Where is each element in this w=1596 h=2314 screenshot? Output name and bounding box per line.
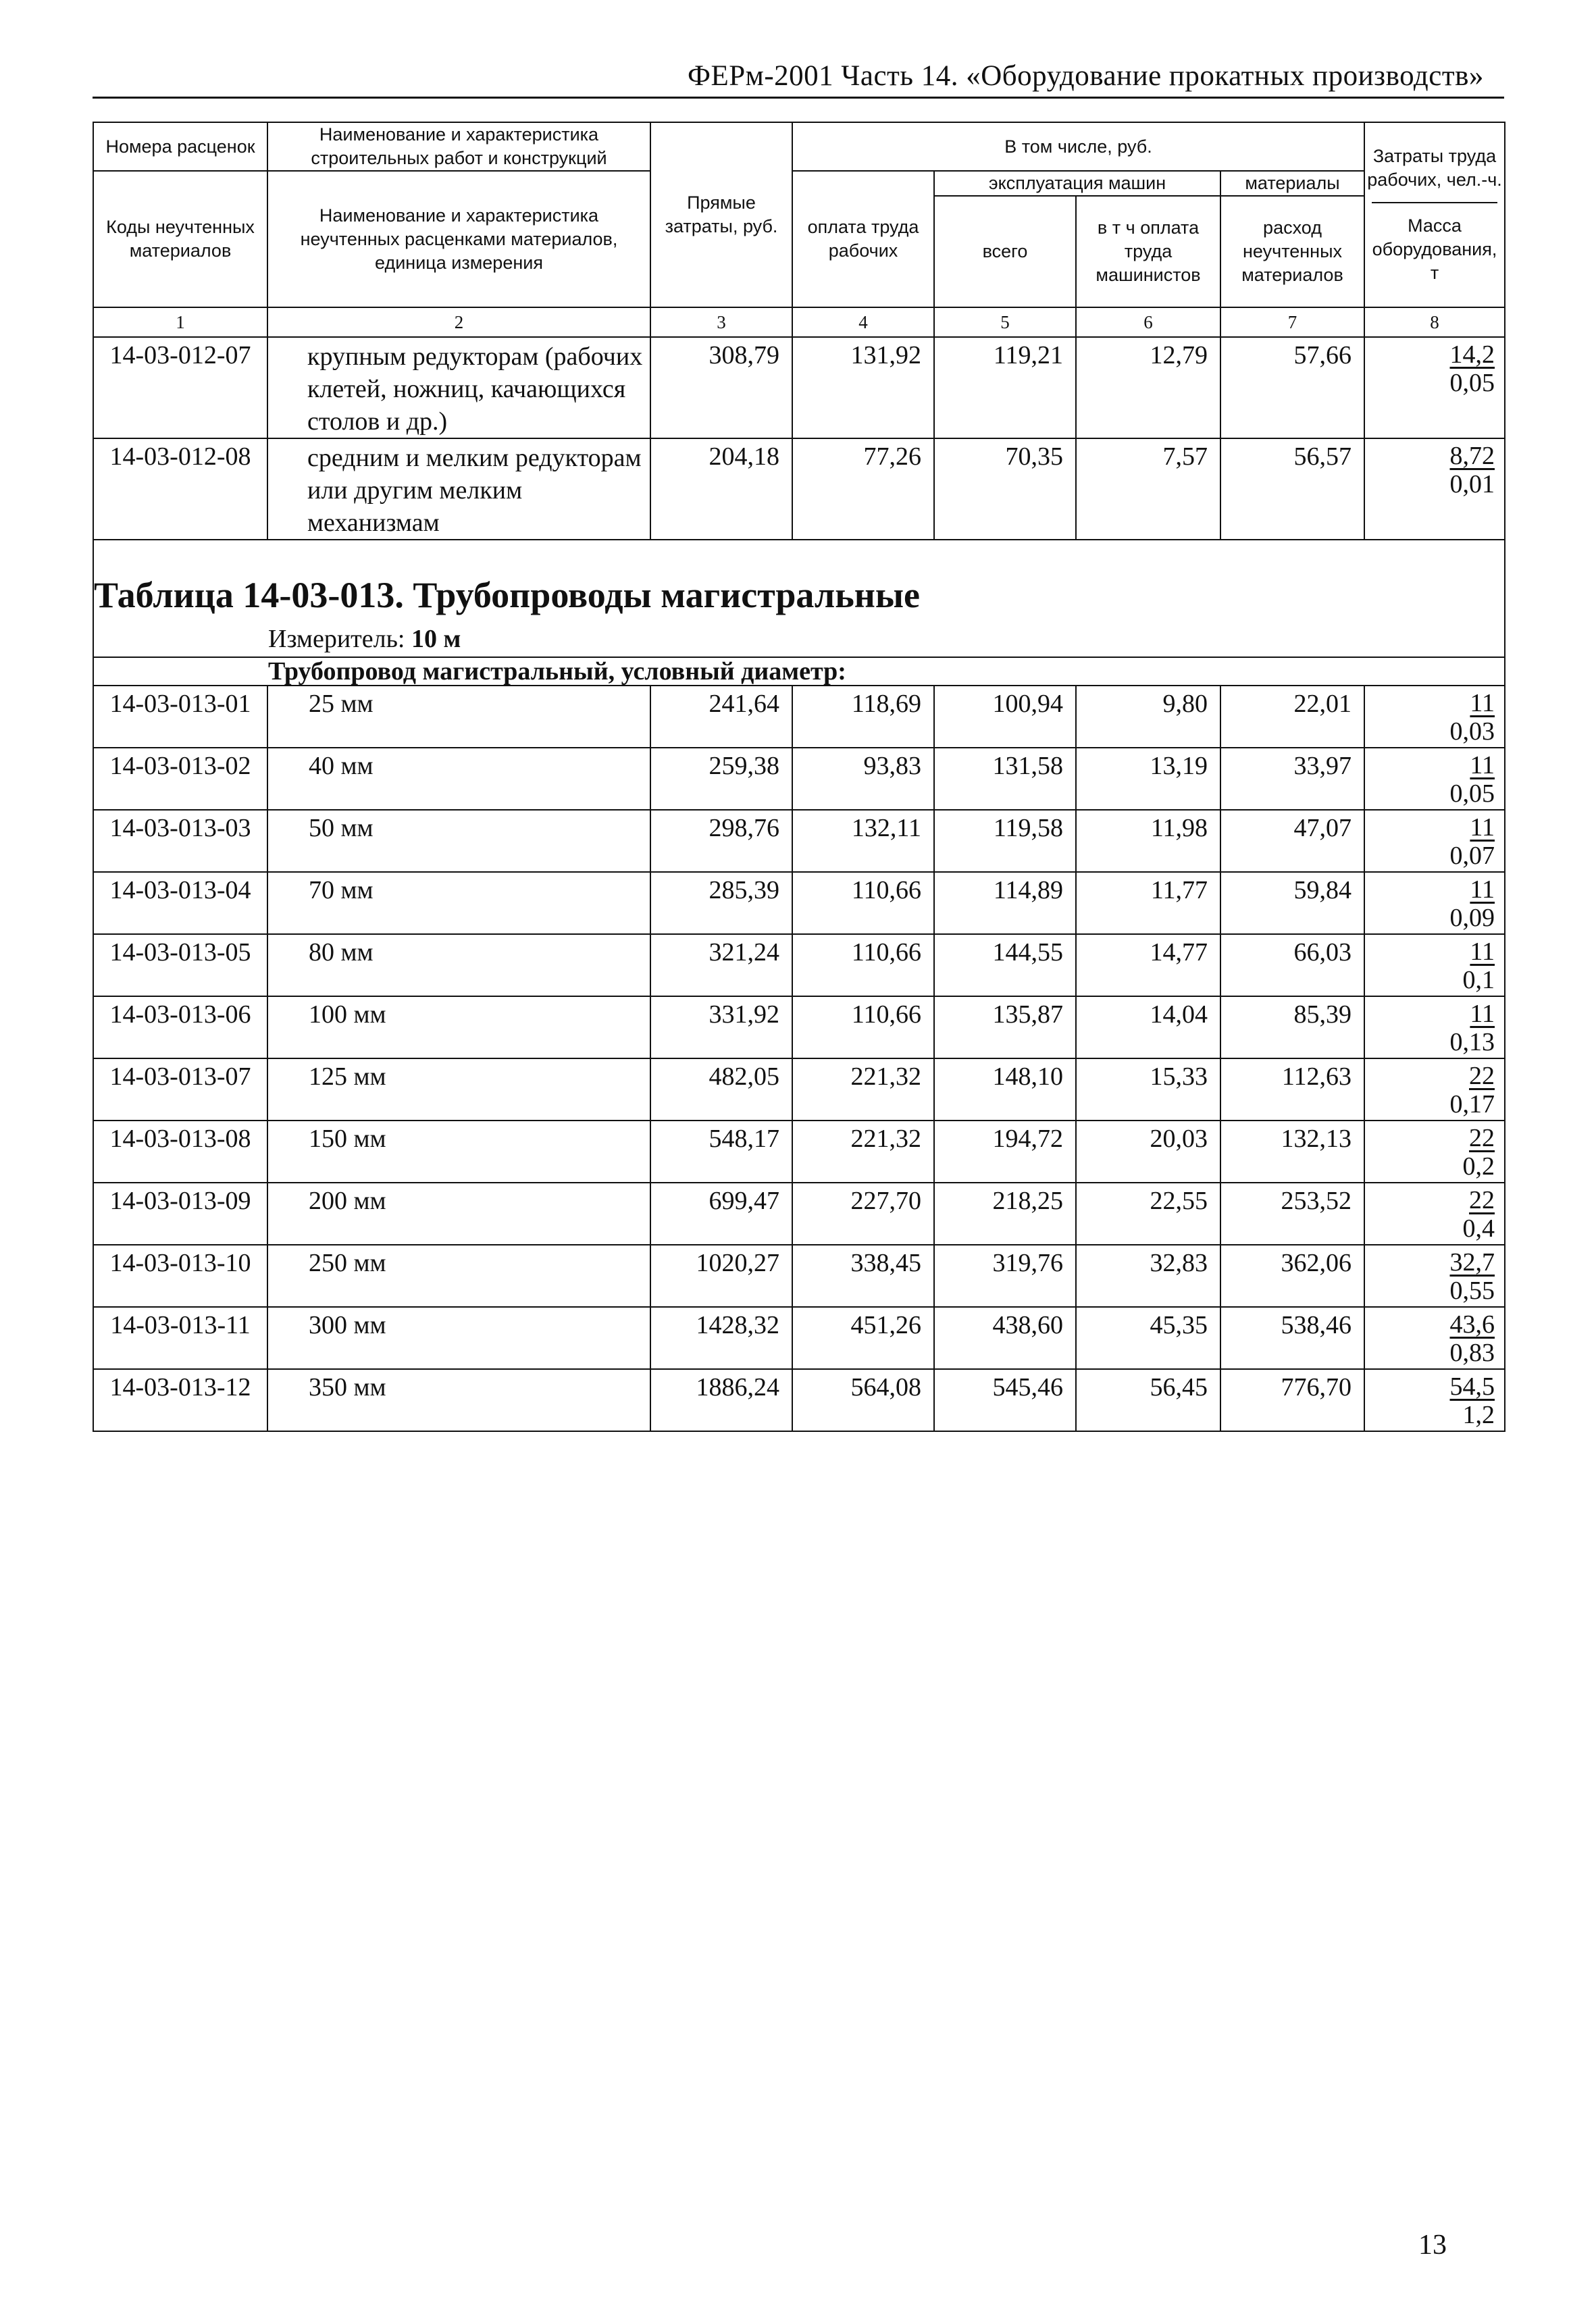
rate-name: 25 мм — [267, 686, 650, 748]
table-row — [93, 438, 1505, 540]
labor-hours: 11 — [1470, 689, 1495, 718]
labor-hours-mass — [1364, 934, 1505, 996]
rate-code: 14-03-013-05 — [93, 934, 267, 996]
labor-cost: 77,26 — [792, 438, 934, 540]
equipment-mass: 0,83 — [1449, 1339, 1495, 1368]
column-number: 6 — [1076, 307, 1220, 337]
rate-name: 70 мм — [267, 872, 650, 934]
direct-cost: 204,18 — [650, 438, 792, 540]
machines-cost: 131,58 — [934, 748, 1076, 810]
rate-code: 14-03-012-08 — [93, 438, 267, 540]
materials-cost: 776,70 — [1220, 1369, 1364, 1431]
labor-hours-mass — [1364, 1121, 1505, 1183]
equipment-mass: 0,03 — [1449, 717, 1495, 746]
labor-hours-mass — [1364, 1369, 1505, 1431]
head-labor: оплата труда рабочих — [792, 171, 934, 307]
column-number: 1 — [93, 307, 267, 337]
machines-cost: 135,87 — [934, 996, 1076, 1058]
equipment-mass: 0,55 — [1449, 1277, 1495, 1306]
drivers-cost: 11,98 — [1076, 810, 1220, 872]
table-row — [93, 1058, 1505, 1121]
direct-cost: 482,05 — [650, 1058, 792, 1121]
drivers-cost: 20,03 — [1076, 1121, 1220, 1183]
direct-cost: 1428,32 — [650, 1307, 792, 1369]
rate-code: 14-03-013-10 — [93, 1245, 267, 1307]
machines-cost: 119,58 — [934, 810, 1076, 872]
labor-cost: 118,69 — [792, 686, 934, 748]
head-mass-text: Масса оборудования, т — [1372, 202, 1497, 285]
labor-hours-mass — [1364, 1307, 1505, 1369]
direct-cost: 259,38 — [650, 748, 792, 810]
labor-hours: 22 — [1469, 1062, 1495, 1091]
materials-cost: 59,84 — [1220, 872, 1364, 934]
materials-cost: 22,01 — [1220, 686, 1364, 748]
table-row — [93, 1307, 1505, 1369]
drivers-cost: 11,77 — [1076, 872, 1220, 934]
equipment-mass: 0,01 — [1449, 470, 1495, 499]
materials-cost: 362,06 — [1220, 1245, 1364, 1307]
head-rates: Номера расценок — [93, 122, 267, 171]
direct-cost: 321,24 — [650, 934, 792, 996]
table-row — [93, 686, 1505, 748]
machines-cost: 218,25 — [934, 1183, 1076, 1245]
group-row — [93, 657, 1505, 686]
rate-code: 14-03-013-04 — [93, 872, 267, 934]
table-row — [93, 1183, 1505, 1245]
labor-hours-mass — [1364, 996, 1505, 1058]
equipment-mass: 0,05 — [1449, 369, 1495, 398]
column-number: 7 — [1220, 307, 1364, 337]
labor-cost: 564,08 — [792, 1369, 934, 1431]
labor-cost: 131,92 — [792, 337, 934, 438]
rate-code: 14-03-012-07 — [93, 337, 267, 438]
machines-cost: 194,72 — [934, 1121, 1076, 1183]
labor-hours: 11 — [1470, 937, 1495, 967]
equipment-mass: 0,05 — [1449, 779, 1495, 808]
group-title: Трубопровод магистральный, условный диаметр: — [93, 657, 1505, 686]
rate-name: средним и мелким редукторам или другим мелким механизмам — [267, 438, 650, 540]
direct-cost: 241,64 — [650, 686, 792, 748]
equipment-mass: 0,1 — [1462, 966, 1495, 995]
table-row — [93, 1121, 1505, 1183]
table-row — [93, 810, 1505, 872]
labor-hours: 32,7 — [1449, 1248, 1495, 1277]
rate-code: 14-03-013-03 — [93, 810, 267, 872]
labor-hours-mass — [1364, 810, 1505, 872]
materials-cost: 33,97 — [1220, 748, 1364, 810]
labor-hours: 11 — [1470, 875, 1495, 904]
measure-label: Измеритель: — [268, 625, 405, 654]
labor-cost: 132,11 — [792, 810, 934, 872]
machines-cost: 148,10 — [934, 1058, 1076, 1121]
rate-code: 14-03-013-02 — [93, 748, 267, 810]
drivers-cost: 14,77 — [1076, 934, 1220, 996]
rate-name: 200 мм — [267, 1183, 650, 1245]
labor-cost: 451,26 — [792, 1307, 934, 1369]
table-row — [93, 872, 1505, 934]
table-row — [93, 934, 1505, 996]
machines-cost: 144,55 — [934, 934, 1076, 996]
drivers-cost: 32,83 — [1076, 1245, 1220, 1307]
column-number: 4 — [792, 307, 934, 337]
drivers-cost: 12,79 — [1076, 337, 1220, 438]
labor-hours: 11 — [1470, 751, 1495, 780]
labor-hours-mass — [1364, 872, 1505, 934]
rate-name: 100 мм — [267, 996, 650, 1058]
drivers-cost: 7,57 — [1076, 438, 1220, 540]
head-labor-hours — [1364, 122, 1505, 307]
column-number: 2 — [267, 307, 650, 337]
table-row — [93, 996, 1505, 1058]
labor-cost: 221,32 — [792, 1121, 934, 1183]
page-number: 13 — [1418, 2230, 1447, 2261]
table-row — [93, 1245, 1505, 1307]
labor-cost: 227,70 — [792, 1183, 934, 1245]
rate-name: 300 мм — [267, 1307, 650, 1369]
machines-cost: 114,89 — [934, 872, 1076, 934]
rate-name: 40 мм — [267, 748, 650, 810]
table-title-cell — [93, 540, 1505, 657]
equipment-mass: 0,13 — [1449, 1028, 1495, 1057]
materials-cost: 47,07 — [1220, 810, 1364, 872]
materials-cost: 57,66 — [1220, 337, 1364, 438]
rates-table — [93, 122, 1505, 1432]
machines-cost: 438,60 — [934, 1307, 1076, 1369]
head-incl: В том числе, руб. — [792, 122, 1364, 171]
rate-name: 150 мм — [267, 1121, 650, 1183]
equipment-mass: 1,2 — [1462, 1401, 1495, 1430]
direct-cost: 298,76 — [650, 810, 792, 872]
labor-hours-mass — [1364, 686, 1505, 748]
table-title-row — [93, 540, 1505, 657]
materials-cost: 538,46 — [1220, 1307, 1364, 1369]
direct-cost: 548,17 — [650, 1121, 792, 1183]
rate-name: 250 мм — [267, 1245, 650, 1307]
drivers-cost: 22,55 — [1076, 1183, 1220, 1245]
labor-hours-mass — [1364, 1183, 1505, 1245]
column-number: 3 — [650, 307, 792, 337]
column-number: 5 — [934, 307, 1076, 337]
rate-code: 14-03-013-12 — [93, 1369, 267, 1431]
materials-cost: 132,13 — [1220, 1121, 1364, 1183]
labor-cost: 110,66 — [792, 934, 934, 996]
labor-hours: 8,72 — [1449, 442, 1495, 471]
measure-value: 10 м — [411, 625, 461, 654]
header-row-1 — [93, 122, 1505, 171]
direct-cost: 308,79 — [650, 337, 792, 438]
table-row — [93, 1369, 1505, 1431]
machines-cost: 545,46 — [934, 1369, 1076, 1431]
labor-hours: 43,6 — [1449, 1310, 1495, 1339]
equipment-mass: 0,17 — [1449, 1090, 1495, 1119]
direct-cost: 331,92 — [650, 996, 792, 1058]
rate-code: 14-03-013-07 — [93, 1058, 267, 1121]
labor-hours-mass — [1364, 337, 1505, 438]
header-rule — [93, 97, 1504, 99]
head-machines: эксплуатация машин — [934, 171, 1220, 196]
labor-hours-mass — [1364, 748, 1505, 810]
rate-code: 14-03-013-01 — [93, 686, 267, 748]
head-labor-hours-text: Затраты труда рабочих, чел.-ч. — [1367, 146, 1502, 190]
equipment-mass: 0,4 — [1462, 1214, 1495, 1243]
head-materials: материалы — [1220, 171, 1364, 196]
machines-cost: 319,76 — [934, 1245, 1076, 1307]
machines-cost: 119,21 — [934, 337, 1076, 438]
page-header: ФЕРм-2001 Часть 14. «Оборудование прокатных производств» — [688, 60, 1484, 92]
labor-cost: 93,83 — [792, 748, 934, 810]
materials-cost: 112,63 — [1220, 1058, 1364, 1121]
materials-cost: 85,39 — [1220, 996, 1364, 1058]
direct-cost: 699,47 — [650, 1183, 792, 1245]
head-codes: Коды неучтенных материалов — [93, 171, 267, 307]
header-row-2 — [93, 171, 1505, 196]
labor-hours: 11 — [1470, 813, 1495, 842]
drivers-cost: 15,33 — [1076, 1058, 1220, 1121]
labor-hours-mass — [1364, 1245, 1505, 1307]
direct-cost: 285,39 — [650, 872, 792, 934]
head-direct: Прямые затраты, руб. — [650, 122, 792, 307]
labor-cost: 110,66 — [792, 996, 934, 1058]
materials-cost: 66,03 — [1220, 934, 1364, 996]
rate-name: крупным редукторам (рабочих клетей, ножниц, качающихся столов и др.) — [267, 337, 650, 438]
measure-line — [268, 624, 461, 654]
table-row — [93, 748, 1505, 810]
machines-cost: 100,94 — [934, 686, 1076, 748]
labor-cost: 110,66 — [792, 872, 934, 934]
drivers-cost: 14,04 — [1076, 996, 1220, 1058]
column-number: 8 — [1364, 307, 1505, 337]
labor-cost: 221,32 — [792, 1058, 934, 1121]
materials-cost: 56,57 — [1220, 438, 1364, 540]
equipment-mass: 0,07 — [1449, 842, 1495, 871]
rate-name: 125 мм — [267, 1058, 650, 1121]
equipment-mass: 0,2 — [1462, 1152, 1495, 1181]
labor-hours: 22 — [1469, 1124, 1495, 1153]
column-numbers-row — [93, 307, 1505, 337]
drivers-cost: 56,45 — [1076, 1369, 1220, 1431]
labor-hours: 11 — [1470, 1000, 1495, 1029]
rate-name: 50 мм — [267, 810, 650, 872]
head-drivers: в т ч оплата труда машинистов — [1076, 196, 1220, 307]
rate-code: 14-03-013-09 — [93, 1183, 267, 1245]
materials-cost: 253,52 — [1220, 1183, 1364, 1245]
labor-hours-mass — [1364, 438, 1505, 540]
machines-cost: 70,35 — [934, 438, 1076, 540]
head-works: Наименование и характеристика строительных работ и конструкций — [267, 122, 650, 171]
labor-hours: 54,5 — [1449, 1372, 1495, 1402]
head-machines-total: всего — [934, 196, 1076, 307]
equipment-mass: 0,09 — [1449, 904, 1495, 933]
rate-code: 14-03-013-06 — [93, 996, 267, 1058]
head-materials-use: расход неучтенных материалов — [1220, 196, 1364, 307]
drivers-cost: 9,80 — [1076, 686, 1220, 748]
labor-hours-mass — [1364, 1058, 1505, 1121]
rate-code: 14-03-013-11 — [93, 1307, 267, 1369]
labor-hours: 14,2 — [1449, 340, 1495, 369]
drivers-cost: 13,19 — [1076, 748, 1220, 810]
rate-name: 80 мм — [267, 934, 650, 996]
rate-name: 350 мм — [267, 1369, 650, 1431]
direct-cost: 1886,24 — [650, 1369, 792, 1431]
table-title: Таблица 14-03-013. Трубопроводы магистральные — [94, 575, 920, 616]
head-materials-names: Наименование и характеристика неучтенных расценками материалов, единица измерения — [267, 171, 650, 307]
direct-cost: 1020,27 — [650, 1245, 792, 1307]
labor-cost: 338,45 — [792, 1245, 934, 1307]
drivers-cost: 45,35 — [1076, 1307, 1220, 1369]
table-row — [93, 337, 1505, 438]
rate-code: 14-03-013-08 — [93, 1121, 267, 1183]
labor-hours: 22 — [1469, 1186, 1495, 1215]
